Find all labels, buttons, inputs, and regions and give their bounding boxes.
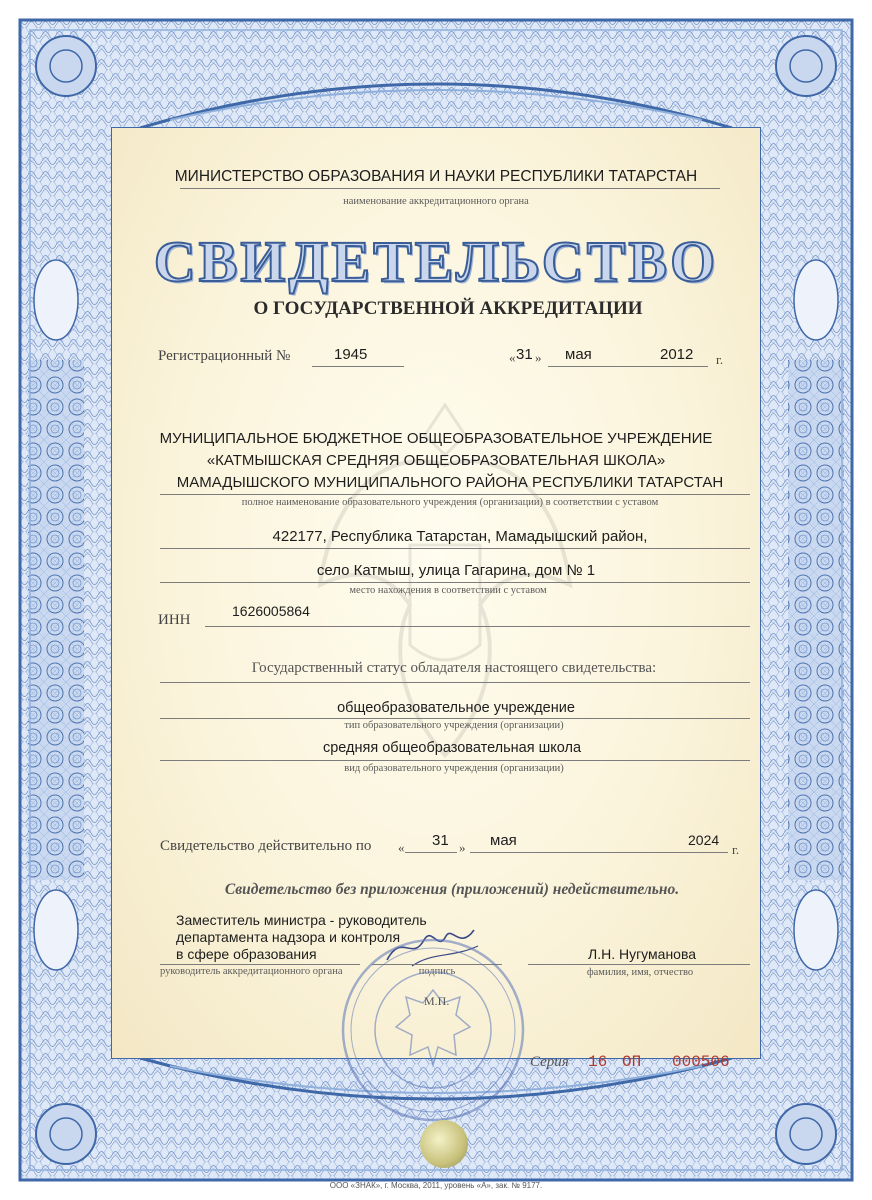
inn-underline [205,626,750,627]
status-kind-underline [160,760,750,761]
signatory-position-underline [160,964,360,965]
authority-caption: наименование аккредитационного органа [343,196,529,207]
status-underline [160,682,750,683]
status-type-caption: тип образовательного учреждения (организации) [344,720,564,731]
address-caption: место нахождения в соответствии с уставом [349,585,547,596]
series-number: 000506 [672,1053,730,1071]
validity-day: 31 [432,832,449,849]
signatory-position-caption: руководитель аккредитационного органа [160,966,343,977]
status-heading: Государственный статус обладателя настоящего свидетельства: [251,660,657,676]
organization-line-1: МУНИЦИПАЛЬНОЕ БЮДЖЕТНОЕ ОБЩЕОБРАЗОВАТЕЛЬНОЕ УЧРЕЖДЕНИЕ [159,430,713,447]
inn-value: 1626005864 [232,603,310,619]
validity-year: 2024 [688,832,720,848]
validity-month: мая [490,832,517,849]
registration-month: мая [565,346,592,363]
series-label: Серия [530,1054,569,1070]
signatory-name: Л.Н. Нугуманова [588,946,697,962]
validity-day-open: « [398,840,405,855]
validity-year-suffix: г. [732,842,740,857]
series-region: 16 [588,1053,608,1071]
organization-caption: полное наименование образовательного учреждения (организации) в соответствии с уставом [241,497,659,508]
registration-number-underline [312,366,404,367]
signatory-position-line-1: Заместитель министра - руководитель [176,912,427,928]
registration-number: 1945 [334,346,368,363]
validity-date-underline [470,852,728,853]
registration-day-open: « [509,350,516,365]
status-type-underline [160,718,750,719]
signatory-position-line-2: департамента надзора и контроля [176,929,401,945]
signatory-position-line-3: в сфере образования [176,946,317,962]
organization-line-2: «КАТМЫШСКАЯ СРЕДНЯЯ ОБЩЕОБРАЗОВАТЕЛЬНАЯ ШКОЛА» [206,452,666,469]
registration-year-suffix: г. [716,352,724,367]
status-kind-caption: вид образовательного учреждения (организации) [344,763,564,774]
hologram-sticker [420,1120,468,1168]
registration-year: 2012 [660,346,694,363]
printer-note: ООО «ЗНАК», г. Москва, 2011, уровень «А», зак. № 9177. [329,1181,543,1190]
authority-underline [180,188,720,189]
signatory-name-caption: фамилия, имя, отчество [586,967,694,978]
validity-notice: Свидетельство без приложения (приложений) недействительно. [224,881,680,898]
certificate-title: СВИДЕТЕЛЬСТВО [153,229,719,294]
inn-label: ИНН [158,612,191,628]
validity-day-close: » [459,840,466,855]
official-stamp [338,935,528,1125]
status-type-value: общеобразовательное учреждение [337,700,575,716]
address-underline-2 [160,582,750,583]
signature-caption: подпись [418,966,456,977]
status-kind-value: средняя общеобразовательная школа [322,740,582,756]
registration-day: 31 [516,346,533,363]
address-line-1: 422177, Республика Татарстан, Мамадышский район, [272,528,648,545]
registration-day-close: » [535,350,542,365]
organization-underline [160,494,750,495]
series-code: ОП [622,1053,642,1071]
organization-line-3: МАМАДЫШСКОГО МУНИЦИПАЛЬНОГО РАЙОНА РЕСПУБЛИКИ ТАТАРСТАН [176,474,724,491]
registration-date-underline [548,366,708,367]
seal-place-mark: М.П. [424,994,450,1008]
signatory-name-underline [528,964,750,965]
validity-day-underline [405,852,457,853]
address-line-2: село Катмыш, улица Гагарина, дом № 1 [316,562,596,579]
certificate-subtitle: О ГОСУДАРСТВЕННОЙ АККРЕДИТАЦИИ [253,298,643,319]
address-underline-1 [160,548,750,549]
authority-name: МИНИСТЕРСТВО ОБРАЗОВАНИЯ И НАУКИ РЕСПУБЛИКИ ТАТАРСТАН [174,168,698,185]
validity-label: Свидетельство действительно по [160,838,372,854]
registration-label: Регистрационный № [158,348,291,364]
